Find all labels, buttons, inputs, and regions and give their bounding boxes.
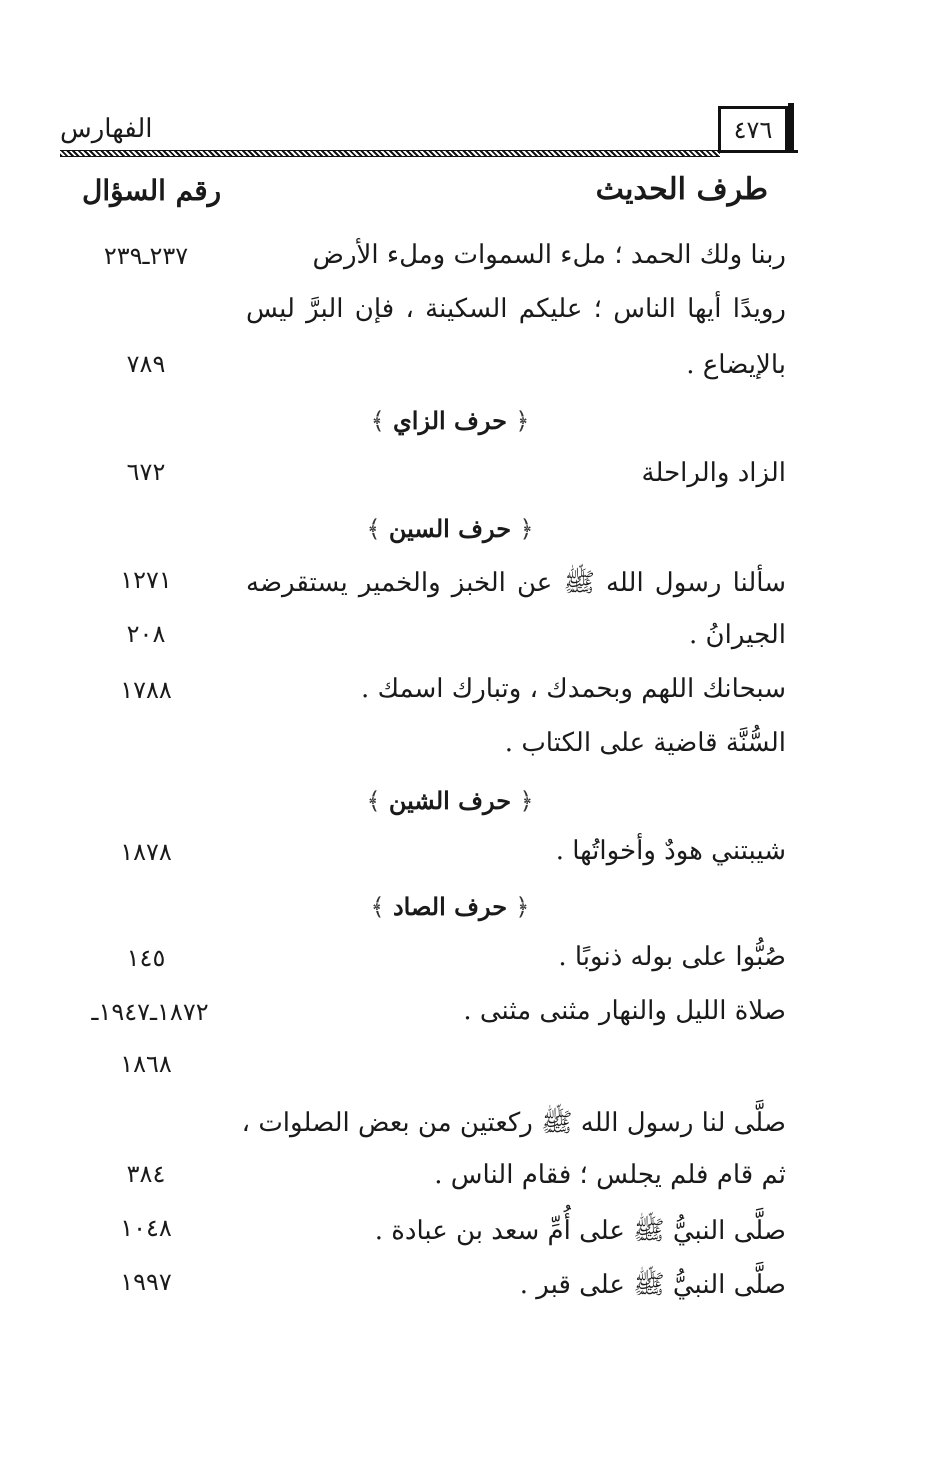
entry-text: الزاد والراحلة	[641, 458, 786, 488]
entry-number: ٧٨٩	[126, 350, 166, 378]
header-rule-right	[718, 150, 798, 157]
entry-text: بالإيضاع .	[686, 350, 786, 380]
entry-text: الجيرانُ .	[689, 620, 786, 650]
column-header-number: رقم السؤال	[82, 174, 222, 207]
entry-text: سألنا رسول الله ﷺ عن الخبز والخمير يستقرضه	[246, 568, 786, 598]
entry-text: رويدًا أيها الناس ؛ عليكم السكينة ، فإن البرَّ ليس	[246, 294, 786, 324]
section-heading-sad	[300, 892, 600, 921]
section-heading-zay	[300, 406, 600, 435]
entry-text: صلَّى لنا رسول الله ﷺ ركعتين من بعض الصلوات ،	[241, 1108, 786, 1138]
section-label: حرف السين	[388, 514, 512, 543]
entry-text: صلَّى النبيُّ ﷺ على أُمِّ سعد بن عبادة .	[374, 1216, 786, 1246]
entry-number: ١٩٩٧	[120, 1268, 172, 1296]
section-label: حرف الصاد	[392, 892, 508, 921]
entry-text: السُّنَّة قاضية على الكتاب .	[504, 728, 786, 758]
entry-text: شيبتني هودٌ وأخواتُها .	[555, 836, 786, 866]
entry-number: ١٨٦٨	[120, 1050, 172, 1078]
entry-number: ١٧٨٨	[120, 676, 172, 704]
entry-text: ثم قام فلم يجلس ؛ فقام الناس .	[434, 1160, 786, 1190]
entry-text: صلاة الليل والنهار مثنى مثنى .	[463, 996, 786, 1026]
entry-number: ٢٠٨	[126, 620, 166, 648]
ornament-open: ﴿	[515, 893, 530, 921]
ornament-open: ﴿	[519, 515, 534, 543]
ornament-close: ﴾	[370, 407, 385, 435]
entry-text: ربنا ولك الحمد ؛ ملء السموات وملء الأرض	[312, 240, 786, 270]
section-heading-shin	[300, 786, 600, 815]
ornament-close: ﴾	[366, 787, 381, 815]
entry-text: صلَّى النبيُّ ﷺ على قبر .	[519, 1270, 786, 1300]
entry-number: ٣٨٤	[126, 1160, 166, 1188]
ornament-close: ﴾	[370, 893, 385, 921]
section-label: حرف الزاي	[393, 406, 507, 435]
page-number: ٤٧٦	[718, 106, 788, 150]
section-heading-sin	[300, 514, 600, 543]
entry-number: ١٠٤٨	[120, 1214, 172, 1242]
entry-number: ١٤٥	[126, 944, 166, 972]
entry-number: ١٨٧٨	[120, 838, 172, 866]
column-header-hadith: طرف الحديث	[595, 172, 768, 207]
ornament-open: ﴿	[515, 407, 530, 435]
section-label: حرف الشين	[388, 786, 512, 815]
entry-number: ١٢٧١	[120, 566, 172, 594]
ornament-close: ﴾	[366, 515, 381, 543]
running-header-title: الفهارس	[60, 114, 153, 144]
entry-number: ١٨٧٢ـ١٩٤٧ـ	[91, 998, 209, 1026]
entry-number: ٢٣٧ـ٢٣٩	[103, 242, 189, 270]
entry-text: صُبُّوا على بوله ذنوبًا .	[558, 942, 786, 972]
header-rule	[60, 150, 720, 157]
entry-number: ٦٧٢	[126, 458, 166, 486]
ornament-open: ﴿	[519, 787, 534, 815]
entry-text: سبحانك اللهم وبحمدك ، وتبارك اسمك .	[361, 674, 786, 704]
